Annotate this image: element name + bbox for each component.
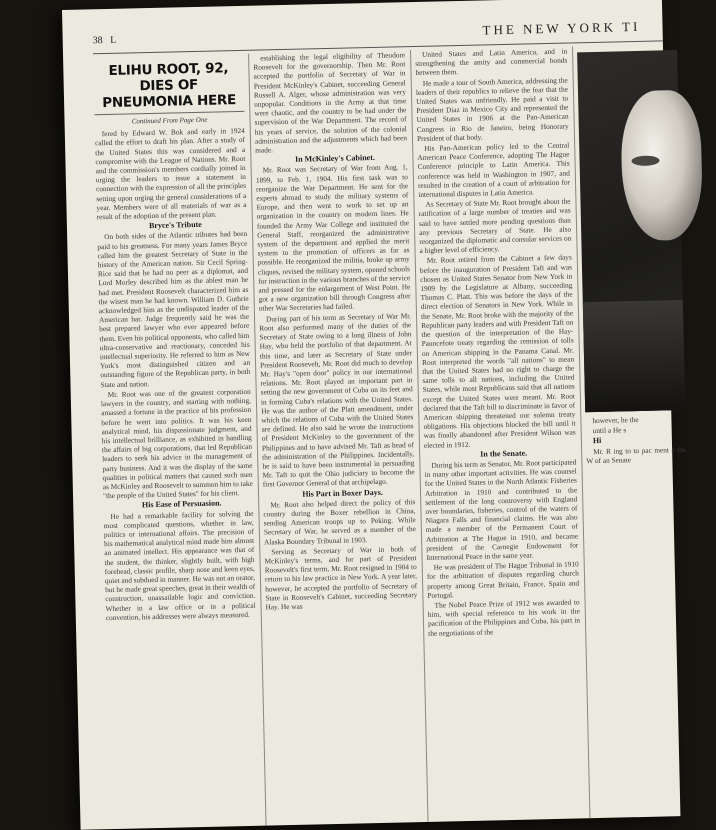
portrait-photo [577,50,685,412]
headline: ELIHU ROOT, 92, DIES OF PNEUMONIA HERE [93,60,244,115]
paragraph: Mr. Root retired from the Cabinet a few days before the inauguration of President Taft and was chosen as United States Senator from New York in 1909 by the Legislature at Albany, succeeding Thomas C. Platt. This was before the days of the direct election of Senators in New York. While in the Senate, Mr. Root broke with the majority of the Republican party leaders and with President Taft on the question of the interpretation of the Hay-Pauncefote treaty regarding the remission of tolls on American shipping in the Panama Canal. Mr. Root interpreted the words "all nations" to mean that the United States had no right to charge the same tolls to all nations, including the United States, while most Republicans said that all nations except the United States were meant. Mr. Root declared that the Taft bill to discriminate in favor of American shipping threatened our solemn treaty obligations. His objections blocked the bill until it was finally abandoned after President Wilson was elected in 1912. [419,252,576,450]
column-1 [93,54,260,829]
portrait-face [620,90,703,242]
paragraph: On both sides of the Atlantic tributes had been paid to his greatness. For many years James Bryce called him the greatest Secretary of State in the history of the American nation. Sir Cecil Spring-Rice said that he had no peer as a diplomat, and Lord Morley described him as the ablest man he had met. President Roosevelt characterized him as the wisest man he had known. William D. Guthrie acknowledged him as the undisputed leader of the American bar. Judge frequently said he was the best prepared lawyer who ever appeared before them. Even his political opponents, who called him ultra-conservative and reactionary, conceded his intellectual superiority. He referred to him as New York's most distinguished citizen and an outstanding figure of the Republican party, in both State and nation. [97,229,251,389]
newspaper-page [62,0,687,830]
subheading-senate: In the Senate. [480,448,528,459]
page-number: 38 L [92,34,117,47]
subheading-fragment: Hi [592,436,602,446]
subheading-bryce: Bryce's Tribute [148,220,202,231]
paragraph: fered by Edward W. Bok and early in 1924 called the effort to draft his plan. After a study of the United States this was considered and a compromise with the League of Nations. Mr. Root and the commission's members cordially joined in urging the leaders to issue a statement in connection with the expression of all the principles setting upon urging the general considerations of a year. Members were of all materials of war as a result of the adoption of the present plan. [94,126,247,222]
paragraph-fragment: until a He s [592,425,627,436]
paragraph: As Secretary of State Mr. Root brought about the ratification of a large number of treaties and was said to have settled more pending questions than any previous Secretary of State. He also reorganized the diplomatic and consular services on a higher level of efficiency. [418,196,572,256]
paragraph: He was president of The Hague Tribunal in 1910 for the arbitration of disputes regarding church property among Great Britain, France, Spain and Portugal. [426,559,580,600]
continued-note: Continued From Page One [131,115,208,126]
column-3 [415,47,584,822]
paragraph: Mr. Root was Secretary of War from Aug. 1, 1899, to Feb. 1, 1904. His first task was to reorganize the War Department. He sent for the experts abroad to study the military systems of Europe, and then went to work to set up an organization in the country on modern lines. He founded the Army War College and instituted the General Staff, reorganized the administrative system of the department and applied the merit system to the promotion of officers as far as possible. He reorganized the militia, broke up army cliques, revised the military system, opened schools for instruction in the various branches of the service and pressed for the enlargement of West Point. He got a new organization bill through Congress after other War Secretaries had failed. [255,162,411,314]
portrait-collar [583,300,685,412]
paragraph: establishing the legal eligibility of Theodore Roosevelt for the governorship. Then Mr. Root accepted the portfolio of Secretary of War in President McKinley's Cabinet, succeeding General Russell A. Alger, whose administration was very unpopular. Conditions in the Army at that time were chaotic, and the country to be had under the supervision of the War Department. The record of his years of service, the solution of the colonial administration and the adjustments which had been made. [253,50,408,155]
paragraph: He had a remarkable facility for solving the most complicated questions, whether in law, politics or international affairs. The precision of his mathematical analytical mind made him almost an animated intellect. His appearance was that of the student, the thinker, slightly built, with high forehead, classic profile, sharp nose and keen eyes, quiet and subdued in manner. He was not an orator, but he made great speeches, great in their wealth of construction, unassailable logic and conviction. Whether in a law office or in a political convention, his addresses were always measured. [103,508,256,622]
column-4 [577,44,694,818]
subheading-persuasion: His Ease of Persuasion. [141,498,222,510]
paper-name: THE NEW YORK TI [482,18,641,38]
paragraph: United States and Latin America, and in strengthening the amity and commercial bonds between them. [415,46,568,78]
paragraph: His Pan-American policy led to the Central American Peace Conference, adopting The Hague Conference principle to Latin America. This conference was held in Washington in 1907, and resulted in the creation of a court of arbitration for international disputes in Latin America. [417,140,571,200]
paragraph-fragment: Mr. R ing to to pac ment a the W of an Senate [586,444,687,466]
paragraph: The Nobel Peace Prize of 1912 was awarded to him, with special reference to his work in the pacification of the Philippines and Cuba, his part in the negotiations of the [427,597,581,638]
paragraph: He made a tour of South America, addressing the leaders of their republics to relieve the fear that the United States was unfriendly. He paid a visit to President Diaz in Mexico City and represented the United States in 1906 at the Pan-American Congress in Rio de Janeiro, being Honorary President of that body. [415,75,569,143]
subheading-cabinet: In McKinley's Cabinet. [294,153,375,164]
column-2 [253,50,422,825]
paragraph: During part of his term as Secretary of War Mr. Root also performed many of the duties of the Secretary of State owing to a long illness of John Hay, who held the portfolio of that department. At this time, and later as Secretary of State under President Roosevelt, Mr. Root did much to develop Mr. Hay's "open door" policy in our international relations. Mr. Root played an important part in setting the new government of Cuba on its feet and in forming Cuba's relations with the United States. He was the author of the Platt amendment, under which the relations of Cuba with the United States are defined. He also said he wrote the instructions of President McKinley to the government of the Philippines and to have advised Mr. Taft as head of the administration of the Philippines. Incidentally, he is said to have been instrumental in persuading Mr. Taft to quit the Ohio judiciary to become the first Governor General of that archipelago. [259,310,415,489]
paragraph: Mr. Root was one of the greatest corporation lawyers in the country, and starting with nothing, amassed a fortune in the practice of his profession before he went into politics. It was his keen analytical mind, his dispassionate judgment, and his intellectual brilliance, as exhibited in handling the affairs of big corporations, that led Republican leaders to seek his advice in the management of party business. And it was the display of the same qualities in political matters that caused such men as McKinley and Roosevelt to summon him to take "the people of the United States" for his client. [100,386,253,501]
subheading-boxer: His Part in Boxer Days. [302,487,383,499]
page-mark: L [110,34,117,46]
paragraph: Mr. Root also helped direct the policy of this country during the Boxer rebellion in China, sending American troops up to Peking. While Secretary of War, he served as a member of the Alaska Boundary Tribunal in 1903. [263,496,416,547]
paragraph-fragment: however, he the [592,415,639,426]
paragraph: Serving as Secretary of War in both of McKinley's terms, and for part of President Roosevelt's first term, Mr. Root resigned in 1904 to return to his law practice in New York. A year later, however, he accepted the portfolio of Secretary of State in Roosevelt's Cabinet, succeeding Secretary Hay. He was [264,543,418,612]
paragraph: During his term as Senator, Mr. Root participated in many other important activities. He was counsel for the United States in the North Atlantic Fisheries Arbitration in 1910 and contributed to the settlement of the long controversy with England over boundaries, fisheries, control of the waters of Niagara Falls and financial claims. He was also made a member of the Permanent Court of Arbitration at The Hague in 1910, and became president of the Carnegie Endowment for International Peace in the same year. [424,457,579,562]
